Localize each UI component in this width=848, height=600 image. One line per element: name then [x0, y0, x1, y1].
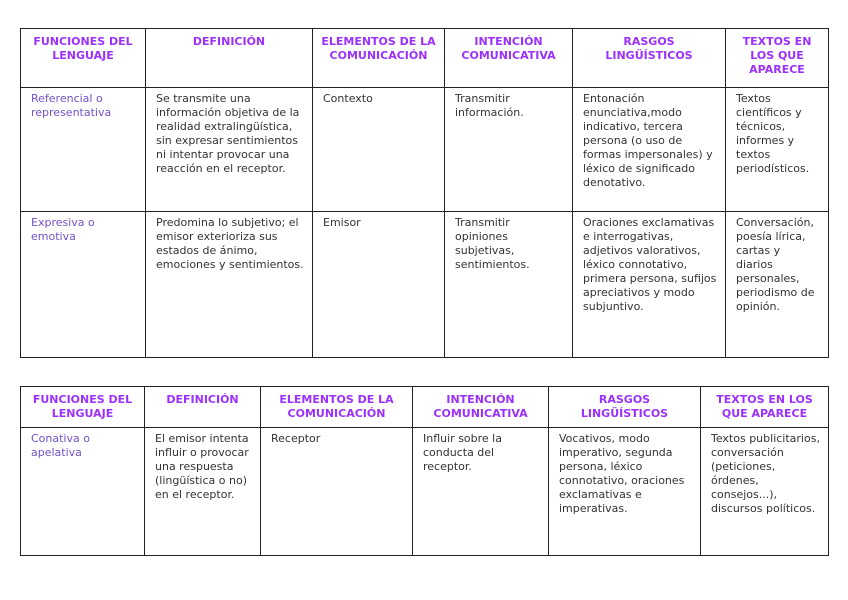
header-rasgos: RASGOS LINGÜÍSTICOS [573, 29, 726, 88]
header-definicion: DEFINICIÓN [146, 29, 313, 88]
table-header-row [21, 387, 829, 428]
language-functions-table-1 [20, 28, 829, 358]
header-definicion: DEFINICIÓN [145, 387, 261, 428]
cell-elementos: Receptor [261, 428, 413, 556]
header-textos: TEXTOS EN LOS QUE APARECE [726, 29, 829, 88]
cell-intencion: Transmitir información. [445, 88, 573, 212]
cell-rasgos: Entonación enunciativa,modo indicativo, tercera persona (o uso de formas impersonales) y léxico de significado denotativo. [573, 88, 726, 212]
header-funciones: FUNCIONES DEL LENGUAJE [21, 29, 146, 88]
cell-elementos: Emisor [313, 212, 445, 358]
language-functions-table-2 [20, 386, 829, 556]
table-row [21, 428, 829, 556]
header-funciones: FUNCIONES DEL LENGUAJE [21, 387, 145, 428]
cell-funcion: Expresiva o emotiva [21, 212, 146, 358]
cell-rasgos: Vocativos, modo imperativo, segunda persona, léxico connotativo, oraciones exclamativas e imperativas. [549, 428, 701, 556]
cell-funcion: Referencial o representativa [21, 88, 146, 212]
header-intencion: INTENCIÓN COMUNICATIVA [413, 387, 549, 428]
cell-funcion: Conativa o apelativa [21, 428, 145, 556]
cell-definicion: El emisor intenta influir o provocar una respuesta (lingüística o no) en el receptor. [145, 428, 261, 556]
table-header-row [21, 29, 829, 88]
cell-definicion: Predomina lo subjetivo; el emisor exterioriza sus estados de ánimo, emociones y sentimientos. [146, 212, 313, 358]
cell-textos: Textos científicos y técnicos, informes y textos periodísticos. [726, 88, 829, 212]
cell-intencion: Transmitir opiniones subjetivas, sentimientos. [445, 212, 573, 358]
cell-intencion: Influir sobre la conducta del receptor. [413, 428, 549, 556]
header-intencion: INTENCIÓN COMUNICATIVA [445, 29, 573, 88]
cell-elementos: Contexto [313, 88, 445, 212]
table-row [21, 88, 829, 212]
header-rasgos: RASGOS LINGÜÍSTICOS [549, 387, 701, 428]
cell-textos: Textos publicitarios, conversación (peticiones, órdenes, consejos...), discursos políticos. [701, 428, 829, 556]
cell-definicion: Se transmite una información objetiva de la realidad extralingüística, sin expresar sentimientos ni intentar provocar una reacción en el receptor. [146, 88, 313, 212]
header-elementos: ELEMENTOS DE LA COMUNICACIÓN [313, 29, 445, 88]
table-row [21, 212, 829, 358]
header-textos: TEXTOS EN LOS QUE APARECE [701, 387, 829, 428]
cell-textos: Conversación, poesía lírica, cartas y diarios personales, periodismo de opinión. [726, 212, 829, 358]
cell-rasgos: Oraciones exclamativas e interrogativas, adjetivos valorativos, léxico connotativo, primera persona, sufijos apreciativos y modo subjuntivo. [573, 212, 726, 358]
header-elementos: ELEMENTOS DE LA COMUNICACIÓN [261, 387, 413, 428]
